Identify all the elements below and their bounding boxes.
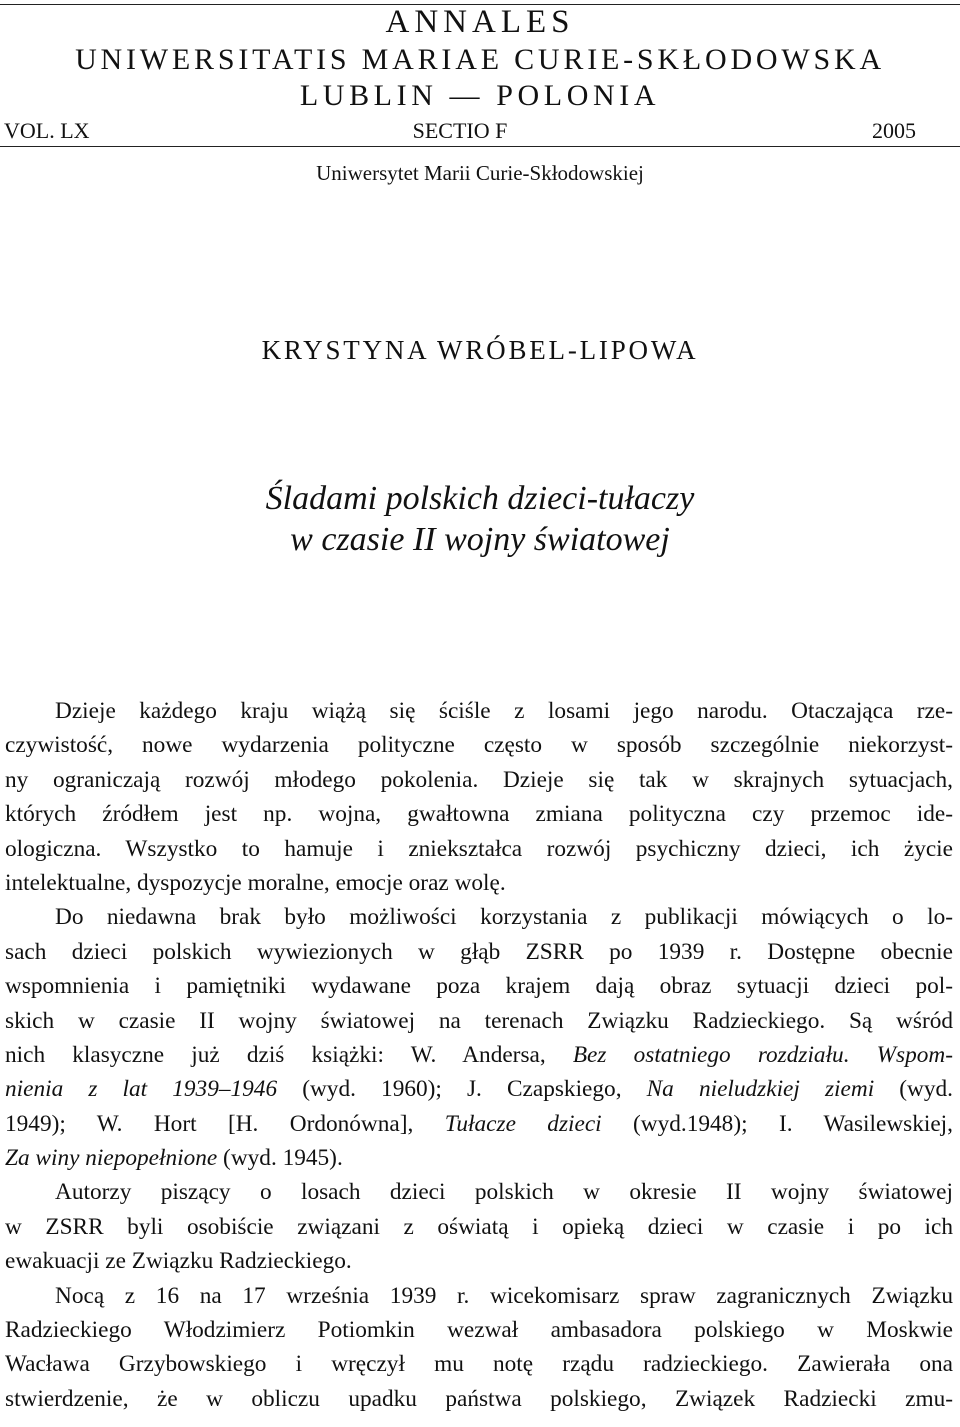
book-title-italic: Tułacze dzieci	[444, 1110, 602, 1137]
author-name: KRYSTYNA WRÓBEL-LIPOWA	[261, 335, 699, 365]
book-title-italic: Za winy niepopełnione	[5, 1145, 218, 1172]
body-text-run: nich klasyczne już dziś książki: W. Andersa,	[5, 1041, 573, 1068]
title-line-1: Śladami polskich dzieci-tułaczy	[265, 480, 695, 517]
title-line-2: w czasie II wojny światowej	[290, 521, 670, 558]
body-text-run: 1949); W. Hort [H. Ordonówna],	[5, 1110, 445, 1137]
body-line: skich w czasie II wojny światowej na terenach Związku Radzieckiego. Są wśród	[5, 1007, 953, 1034]
body-line: stwierdzenie, że w obliczu upadku państwa polskiego, Związek Radziecki zmu-	[5, 1385, 953, 1412]
year-label: 2005	[872, 118, 916, 143]
volume-row	[4, 117, 916, 145]
body-line: ologiczna. Wszystko to hamuje i zniekształca rozwój psychiczny dzieci, ich życie	[5, 835, 953, 862]
body-line: których źródłem jest np. wojna, gwałtowna zmiana polityczna czy przemoc ide-	[5, 801, 953, 828]
body-text-run: (wyd.	[874, 1076, 953, 1103]
journal-university: UNIWERSITATIS MARIAE CURIE-SKŁODOWSKA	[75, 43, 885, 76]
body-line: sach dzieci polskich wywiezionych w głąb ZSRR po 1939 r. Dostępne obecnie	[5, 938, 953, 965]
journal-place: LUBLIN — POLONIA	[299, 79, 661, 112]
body-line: Dzieje każdego kraju wiążą się ściśle z losami jego narodu. Otaczająca rze-	[55, 698, 953, 724]
body-line: Autorzy piszący o losach dzieci polskich w okresie II wojny światowej	[55, 1179, 953, 1206]
body-line: ewakuacji ze Związku Radzieckiego.	[5, 1248, 352, 1275]
body-line: w ZSRR byli osobiście związani z oświatą i opieką dzieci w czasie i po ich	[5, 1213, 953, 1240]
body-line: Do niedawna brak było możliwości korzystania z publikacji mówiących o lo-	[55, 904, 953, 931]
body-text-run: (wyd. 1945).	[217, 1145, 343, 1172]
body-line: Nocą z 16 na 17 września 1939 r. wicekomisarz spraw zagranicznych Związku	[55, 1282, 953, 1309]
body-line: Radzieckiego Włodzimierz Potiomkin wezwał ambasadora polskiego w Moskwie	[5, 1317, 953, 1344]
header-rule	[0, 146, 960, 147]
body-line	[5, 1141, 953, 1175]
body-text	[5, 694, 953, 1416]
article-title	[0, 478, 960, 560]
book-title-italic: nienia z lat 1939–1946	[5, 1076, 278, 1103]
body-line	[5, 1038, 953, 1072]
volume-label: VOL. LX	[4, 118, 90, 143]
body-line: Wacława Grzybowskiego i wręczył mu notę rządu radzieckiego. Zawierała ona	[5, 1351, 953, 1378]
section-label: SECTIO F	[412, 118, 508, 143]
body-line: intelektualne, dyspozycje moralne, emocje oraz wolę.	[5, 869, 506, 896]
body-line: ny ograniczają rozwój młodego pokolenia. Dzieje się tak w skrajnych sytuacjach,	[5, 766, 953, 793]
body-line: wspomnienia i pamiętniki wydawane poza krajem dają obraz sytuacji dzieci pol-	[5, 973, 953, 1000]
body-text-run: (wyd. 1960); J. Czapskiego,	[277, 1076, 647, 1103]
body-line	[5, 1072, 953, 1106]
affiliation: Uniwersytet Marii Curie-Skłodowskiej	[316, 161, 644, 185]
body-line: czywistość, nowe wydarzenia polityczne często w sposób szczególnie niekorzyst-	[5, 732, 953, 759]
book-title-italic: Na nieludzkiej ziemi	[646, 1076, 875, 1103]
body-line	[5, 1107, 953, 1141]
body-text-run: (wyd.1948); I. Wasilewskiej,	[601, 1110, 953, 1137]
book-title-italic: Bez ostatniego rozdziału. Wspom-	[572, 1041, 953, 1068]
journal-title: ANNALES	[385, 4, 575, 40]
